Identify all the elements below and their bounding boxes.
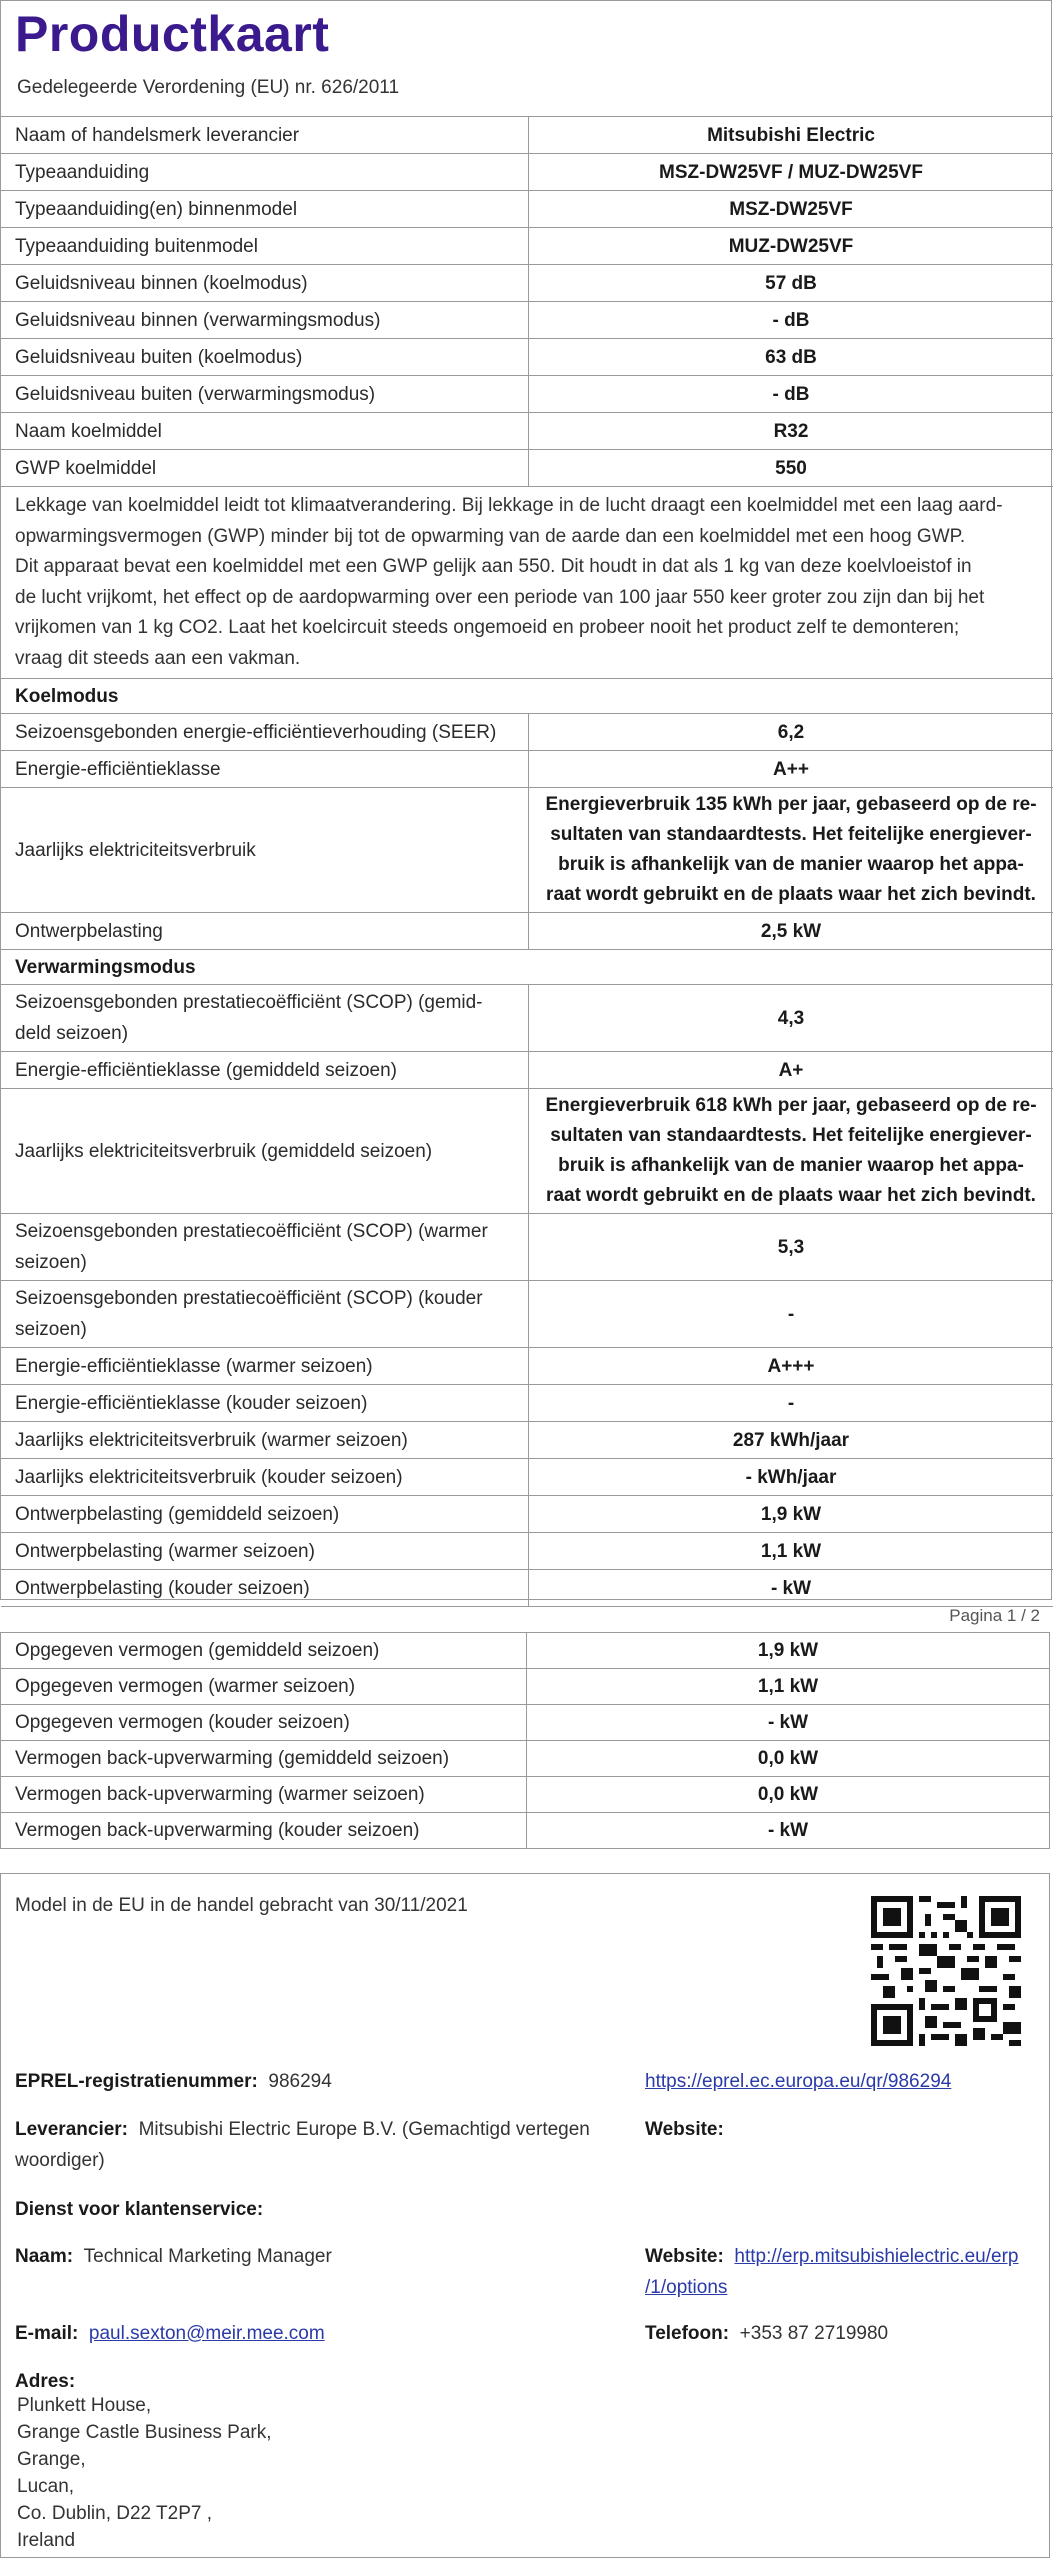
row-label: Vermogen back-upverwarming (warmer seizoen) (1, 1777, 527, 1813)
table-row (1, 302, 1053, 339)
value-line: raat wordt gebruikt en de plaats waar het zich bevindt. (546, 884, 1036, 905)
regulation-subtitle: Gedelegeerde Verordening (EU) nr. 626/2011 (17, 77, 400, 98)
row-label: Opgegeven vermogen (warmer seizoen) (1, 1669, 527, 1705)
row-label: Energie-efficiëntieklasse (kouder seizoen) (1, 1385, 529, 1422)
row-value: MSZ-DW25VF / MUZ-DW25VF (529, 154, 1054, 191)
qr-code-icon[interactable] (871, 1896, 1021, 2046)
row-label: Geluidsniveau binnen (verwarmingsmodus) (1, 302, 529, 339)
note-line: vraag dit steeds aan een vakman. (15, 647, 301, 669)
table-row (1, 191, 1053, 228)
refrigerant-note (1, 487, 1053, 679)
phone-label: Telefoon: (645, 2323, 730, 2344)
supplier-label: Leverancier: (15, 2119, 129, 2140)
page-title: Productkaart (15, 6, 330, 62)
table-row (1, 1813, 1050, 1849)
contact-name (15, 2241, 332, 2272)
table-row (1, 117, 1053, 154)
label-line: Seizoensgebonden prestatiecoëfficiënt (SCOP) (warmer (15, 1221, 488, 1242)
product-table (1, 116, 1053, 1607)
row-value: 287 kWh/jaar (529, 1422, 1054, 1459)
row-label: Geluidsniveau binnen (koelmodus) (1, 265, 529, 302)
row-value: 1,9 kW (529, 1496, 1054, 1533)
contact-phone (645, 2318, 888, 2349)
label-line: deld seizoen) (15, 1023, 129, 1044)
table-row (1, 228, 1053, 265)
label-line: seizoen) (15, 1252, 87, 1273)
row-value: Mitsubishi Electric (529, 117, 1054, 154)
eprel-link[interactable]: https://eprel.ec.europa.eu/qr/986294 (645, 2071, 952, 2092)
row-label: Naam koelmiddel (1, 413, 529, 450)
row-label: Jaarlijks elektriciteitsverbruik (warmer seizoen) (1, 1422, 529, 1459)
row-value: 4,3 (529, 985, 1054, 1052)
row-value: 63 dB (529, 339, 1054, 376)
address-line: Grange Castle Business Park, (17, 2422, 272, 2443)
address-block (17, 2392, 272, 2554)
table-row (1, 1422, 1053, 1459)
table-row (1, 1385, 1053, 1422)
table-row (1, 1570, 1053, 1607)
note-line: de lucht vrijkomt, het effect op de aardopwarming over een periode van 100 jaar 550 keer groter zou zijn dan bij het (15, 586, 985, 608)
row-value: MSZ-DW25VF (529, 191, 1054, 228)
row-label: Energie-efficiëntieklasse (warmer seizoen) (1, 1348, 529, 1385)
note-line: vrijkomen van 1 kg CO2. Laat het koelcircuit steeds ongemoeid en probeer nooit het product zelf te demonteren; (15, 617, 960, 638)
supplier-info-box (0, 1873, 1050, 2558)
section-row (1, 950, 1053, 985)
table-row (1, 1533, 1053, 1570)
model-market-date: Model in de EU in de handel gebracht van 30/11/2021 (15, 1895, 468, 1916)
row-value: R32 (529, 413, 1054, 450)
eprel-label: EPREL-registratienummer: (15, 2071, 258, 2092)
service-website-link-cont[interactable]: /1/options (645, 2277, 728, 2298)
table-row (1, 1496, 1053, 1533)
supplier-website-label: Website: (645, 2119, 724, 2140)
address-label: Adres: (15, 2371, 76, 2392)
contact-email (15, 2318, 325, 2349)
table-row (1, 1741, 1050, 1777)
page-number: Pagina 1 / 2 (949, 1606, 1040, 1625)
row-label: Ontwerpbelasting (warmer seizoen) (1, 1533, 529, 1570)
table-row (1, 450, 1053, 487)
row-label: Seizoensgebonden energie-efficiëntieverhouding (SEER) (1, 714, 529, 751)
row-label: Ontwerpbelasting (gemiddeld seizoen) (1, 1496, 529, 1533)
row-value: A+++ (529, 1348, 1054, 1385)
row-value: - kW (527, 1705, 1050, 1741)
row-value: - (529, 1385, 1054, 1422)
row-label: Opgegeven vermogen (gemiddeld seizoen) (1, 1633, 527, 1669)
row-label: Vermogen back-upverwarming (gemiddeld seizoen) (1, 1741, 527, 1777)
row-label: Geluidsniveau buiten (verwarmingsmodus) (1, 376, 529, 413)
table-row (1, 788, 1053, 913)
label-line: Seizoensgebonden prestatiecoëfficiënt (SCOP) (gemid- (15, 992, 483, 1013)
table-row (1, 1214, 1053, 1281)
row-label: Naam of handelsmerk leverancier (1, 117, 529, 154)
refrigerant-note-row (1, 487, 1053, 679)
address-line: Plunkett House, (17, 2395, 152, 2416)
capacity-table (0, 1632, 1050, 1849)
table-row (1, 1052, 1053, 1089)
table-row (1, 1777, 1050, 1813)
table-row (1, 1705, 1050, 1741)
table-row (1, 1089, 1053, 1214)
table-row (1, 913, 1053, 950)
row-label: Typeaanduiding buitenmodel (1, 228, 529, 265)
row-value: - dB (529, 376, 1054, 413)
row-value: - kW (529, 1570, 1054, 1607)
supplier (15, 2114, 615, 2176)
row-label: Typeaanduiding(en) binnenmodel (1, 191, 529, 228)
row-value: A+ (529, 1052, 1054, 1089)
row-value: 0,0 kW (527, 1741, 1050, 1777)
table-row (1, 751, 1053, 788)
row-label: Vermogen back-upverwarming (kouder seizoen) (1, 1813, 527, 1849)
section-heading-verwarmingsmodus: Verwarmingsmodus (1, 950, 1053, 985)
email-label: E-mail: (15, 2323, 79, 2344)
table-row (1, 1633, 1050, 1669)
name-label: Naam: (15, 2246, 74, 2267)
row-label: Typeaanduiding (1, 154, 529, 191)
table-row (1, 1281, 1053, 1348)
row-value: MUZ-DW25VF (529, 228, 1054, 265)
value-line: Energieverbruik 135 kWh per jaar, gebaseerd op de re- (545, 794, 1037, 815)
row-value (529, 788, 1054, 913)
table-row (1, 154, 1053, 191)
note-line: Lekkage van koelmiddel leidt tot klimaatverandering. Bij lekkage in de lucht draagt een koelmiddel met een laag aard- (15, 495, 1003, 516)
row-label: Opgegeven vermogen (kouder seizoen) (1, 1705, 527, 1741)
table-row (1, 413, 1053, 450)
row-value: - (529, 1281, 1054, 1348)
row-value: 1,1 kW (527, 1669, 1050, 1705)
table-row (1, 714, 1053, 751)
row-label: Jaarlijks elektriciteitsverbruik (gemiddeld seizoen) (1, 1089, 529, 1214)
phone-value: +353 87 2719980 (739, 2323, 889, 2344)
name-value: Technical Marketing Manager (83, 2246, 332, 2267)
row-label: Jaarlijks elektriciteitsverbruik (1, 788, 529, 913)
row-value: - dB (529, 302, 1054, 339)
value-line: sultaten van standaardtests. Het feitelijke energiever- (550, 1125, 1032, 1146)
section-heading-koelmodus: Koelmodus (1, 679, 1053, 714)
value-line: sultaten van standaardtests. Het feitelijke energiever- (550, 824, 1032, 845)
supplier-name: Mitsubishi Electric Europe B.V. (Gemachtigd vertegen (138, 2119, 590, 2140)
section-row (1, 679, 1053, 714)
row-value: 1,1 kW (529, 1533, 1054, 1570)
table-row (1, 1348, 1053, 1385)
row-label: Geluidsniveau buiten (koelmodus) (1, 339, 529, 376)
eprel-registration (15, 2066, 332, 2097)
row-value: 0,0 kW (527, 1777, 1050, 1813)
email-link[interactable]: paul.sexton@meir.mee.com (88, 2323, 325, 2344)
address-line: Ireland (17, 2530, 76, 2551)
address-line: Lucan, (17, 2476, 75, 2497)
eprel-number: 986294 (268, 2071, 332, 2092)
address-line: Grange, (17, 2449, 86, 2470)
row-label: Jaarlijks elektriciteitsverbruik (kouder seizoen) (1, 1459, 529, 1496)
row-label: Ontwerpbelasting (1, 913, 529, 950)
row-value: 2,5 kW (529, 913, 1054, 950)
row-label (1, 1214, 529, 1281)
note-line: Dit apparaat bevat een koelmiddel met een GWP gelijk aan 550. Dit houdt in dat als 1 kg van deze koelvloeistof in (15, 556, 972, 577)
row-label: GWP koelmiddel (1, 450, 529, 487)
row-value (529, 1089, 1054, 1214)
row-value: 550 (529, 450, 1054, 487)
note-line: opwarmingsvermogen (GWP) minder bij tot de opwarming van de aarde dan een koelmiddel met een hoog GWP. (15, 525, 966, 547)
row-value: 6,2 (529, 714, 1054, 751)
row-value: - kWh/jaar (529, 1459, 1054, 1496)
row-value: 57 dB (529, 265, 1054, 302)
service-website-label: Website: (645, 2246, 724, 2267)
row-label: Ontwerpbelasting (kouder seizoen) (1, 1570, 529, 1607)
table-row (1, 376, 1053, 413)
row-value: A++ (529, 751, 1054, 788)
supplier-name-cont: woordiger) (15, 2150, 105, 2171)
value-line: bruik is afhankelijk van de manier waarop het appa- (558, 854, 1024, 875)
table-row (1, 339, 1053, 376)
row-label: Energie-efficiëntieklasse (1, 751, 529, 788)
row-value: 1,9 kW (527, 1633, 1050, 1669)
value-line: raat wordt gebruikt en de plaats waar het zich bevindt. (546, 1185, 1036, 1206)
service-website (645, 2241, 1018, 2303)
row-value: - kW (527, 1813, 1050, 1849)
table-row (1, 1459, 1053, 1496)
address-line: Co. Dublin, D22 T2P7 , (17, 2503, 213, 2524)
table-row (1, 985, 1053, 1052)
table-row (1, 1669, 1050, 1705)
table-row (1, 265, 1053, 302)
row-label (1, 985, 529, 1052)
label-line: seizoen) (15, 1319, 87, 1340)
service-website-link[interactable]: http://erp.mitsubishielectric.eu/erp (734, 2246, 1019, 2267)
row-label: Energie-efficiëntieklasse (gemiddeld seizoen) (1, 1052, 529, 1089)
row-value: 5,3 (529, 1214, 1054, 1281)
label-line: Seizoensgebonden prestatiecoëfficiënt (SCOP) (kouder (15, 1288, 483, 1309)
value-line: bruik is afhankelijk van de manier waarop het appa- (558, 1155, 1024, 1176)
customer-service-heading: Dienst voor klantenservice: (15, 2199, 264, 2220)
value-line: Energieverbruik 618 kWh per jaar, gebaseerd op de re- (545, 1095, 1037, 1116)
row-label (1, 1281, 529, 1348)
